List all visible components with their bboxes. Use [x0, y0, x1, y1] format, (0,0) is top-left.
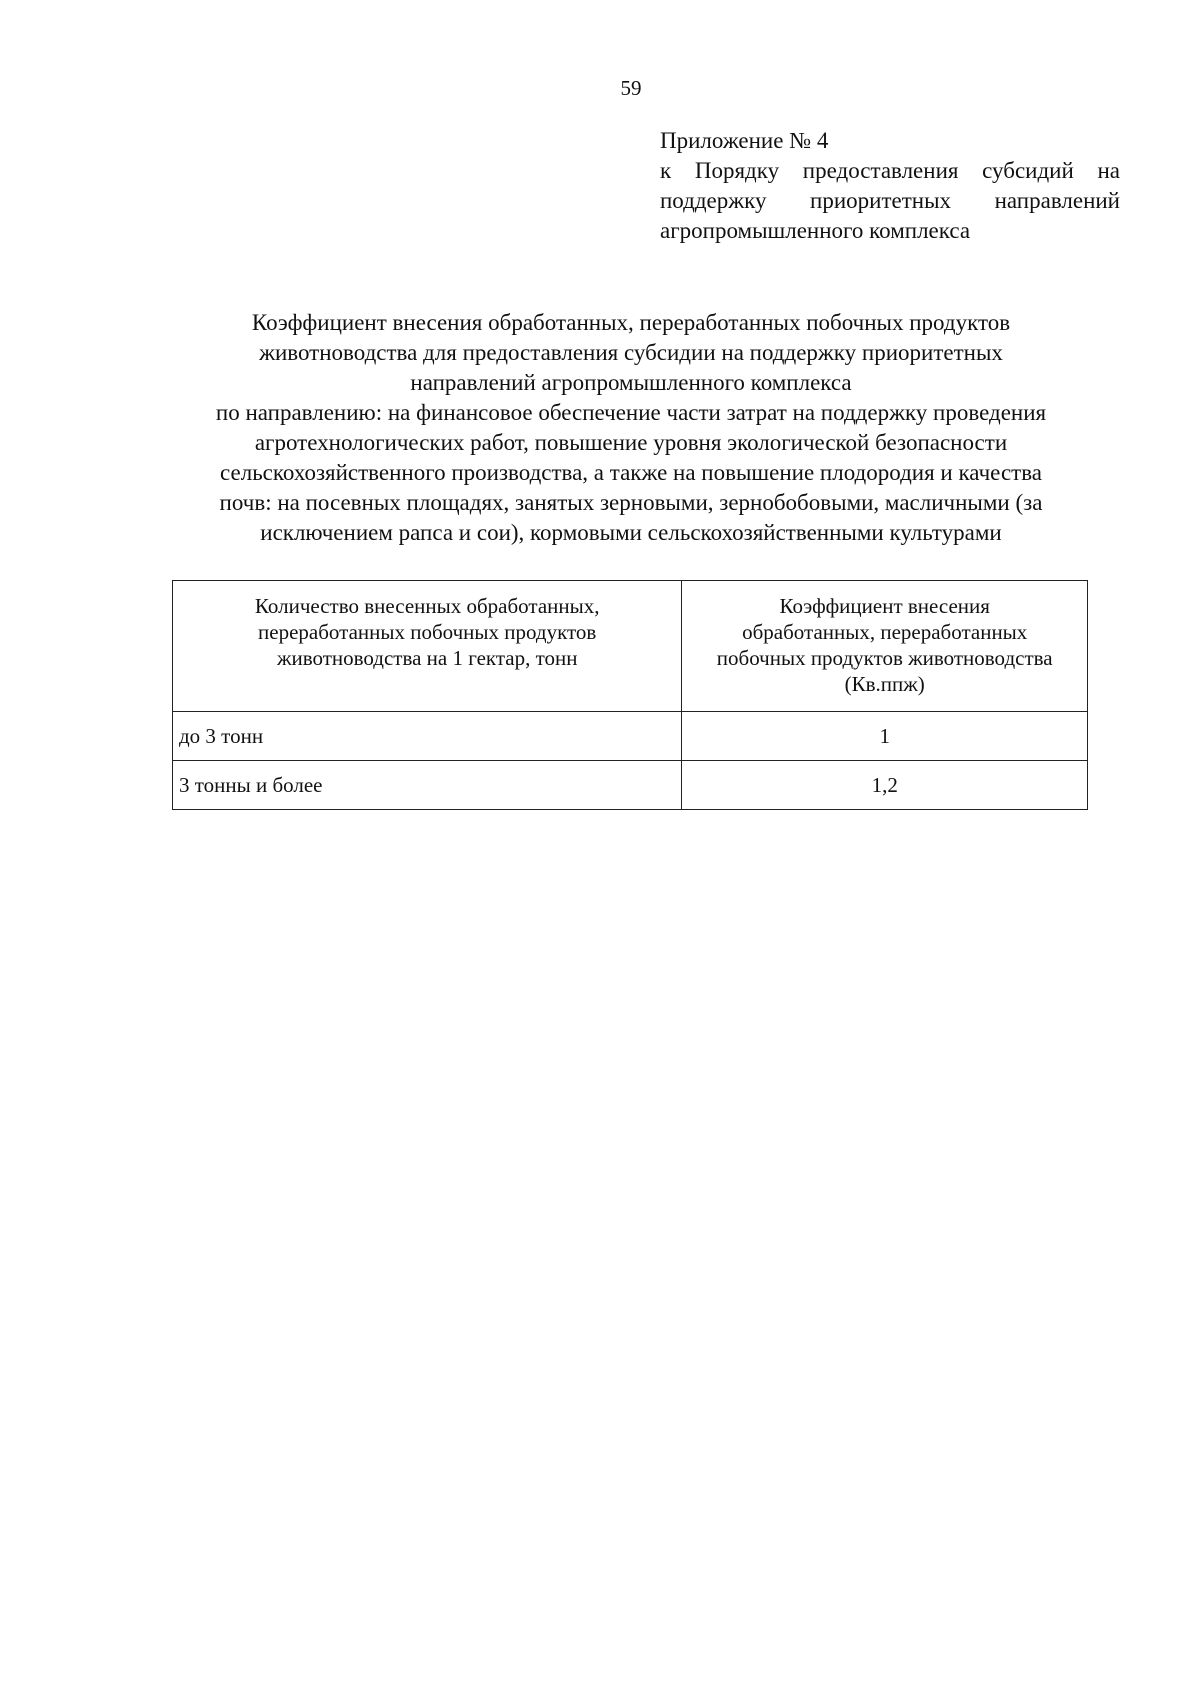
table-row	[173, 761, 1088, 810]
coefficient-table	[172, 580, 1088, 810]
header-coefficient-line: Коэффициент внесения	[779, 594, 990, 618]
coefficient-cell: 1,2	[682, 761, 1088, 810]
heading-line: почв: на посевных площадях, занятых зерновыми, зернобобовыми, масличными (за	[219, 490, 1043, 515]
appendix-block	[660, 126, 1120, 246]
heading-line: по направлению: на финансовое обеспечение части затрат на поддержку проведения	[215, 400, 1047, 425]
heading-line: исключением рапса и сои), кормовыми сельскохозяйственными культурами	[260, 520, 1002, 545]
header-amount-line: Количество внесенных обработанных,	[254, 594, 600, 618]
heading-line: животноводства для предоставления субсидии на поддержку приоритетных	[259, 340, 1003, 365]
heading-line: направлений агропромышленного комплекса	[410, 370, 852, 395]
header-coefficient-line: побочных продуктов животноводства	[716, 646, 1053, 670]
appendix-title: Приложение № 4	[660, 128, 829, 153]
amount-cell: 3 тонны и более	[173, 761, 682, 810]
header-amount-line: животноводства на 1 гектар, тонн	[276, 646, 578, 670]
header-coefficient-line: обработанных, переработанных	[742, 620, 1028, 644]
coefficient-cell: 1	[682, 712, 1088, 761]
header-coefficient-line: (Кв.ппж)	[844, 672, 925, 696]
table-row	[173, 712, 1088, 761]
header-amount	[173, 581, 682, 712]
header-amount-line: переработанных побочных продуктов	[258, 620, 597, 644]
heading-line: агротехнологических работ, повышение уровня экологической безопасности	[254, 430, 1008, 455]
heading-line: сельскохозяйственного производства, а также на повышение плодородия и качества	[220, 460, 1042, 485]
header-coefficient	[682, 581, 1088, 712]
appendix-line-2: поддержку приоритетных направлений	[660, 188, 1120, 213]
heading-line: Коэффициент внесения обработанных, переработанных побочных продуктов	[251, 310, 1011, 335]
page-number: 59	[620, 76, 642, 100]
appendix-line-1: к Порядку предоставления субсидий на	[660, 158, 1120, 183]
document-heading	[140, 308, 1122, 548]
appendix-line-3: агропромышленного комплекса	[660, 218, 971, 243]
amount-cell: до 3 тонн	[173, 712, 682, 761]
table-header-row	[173, 581, 1088, 712]
